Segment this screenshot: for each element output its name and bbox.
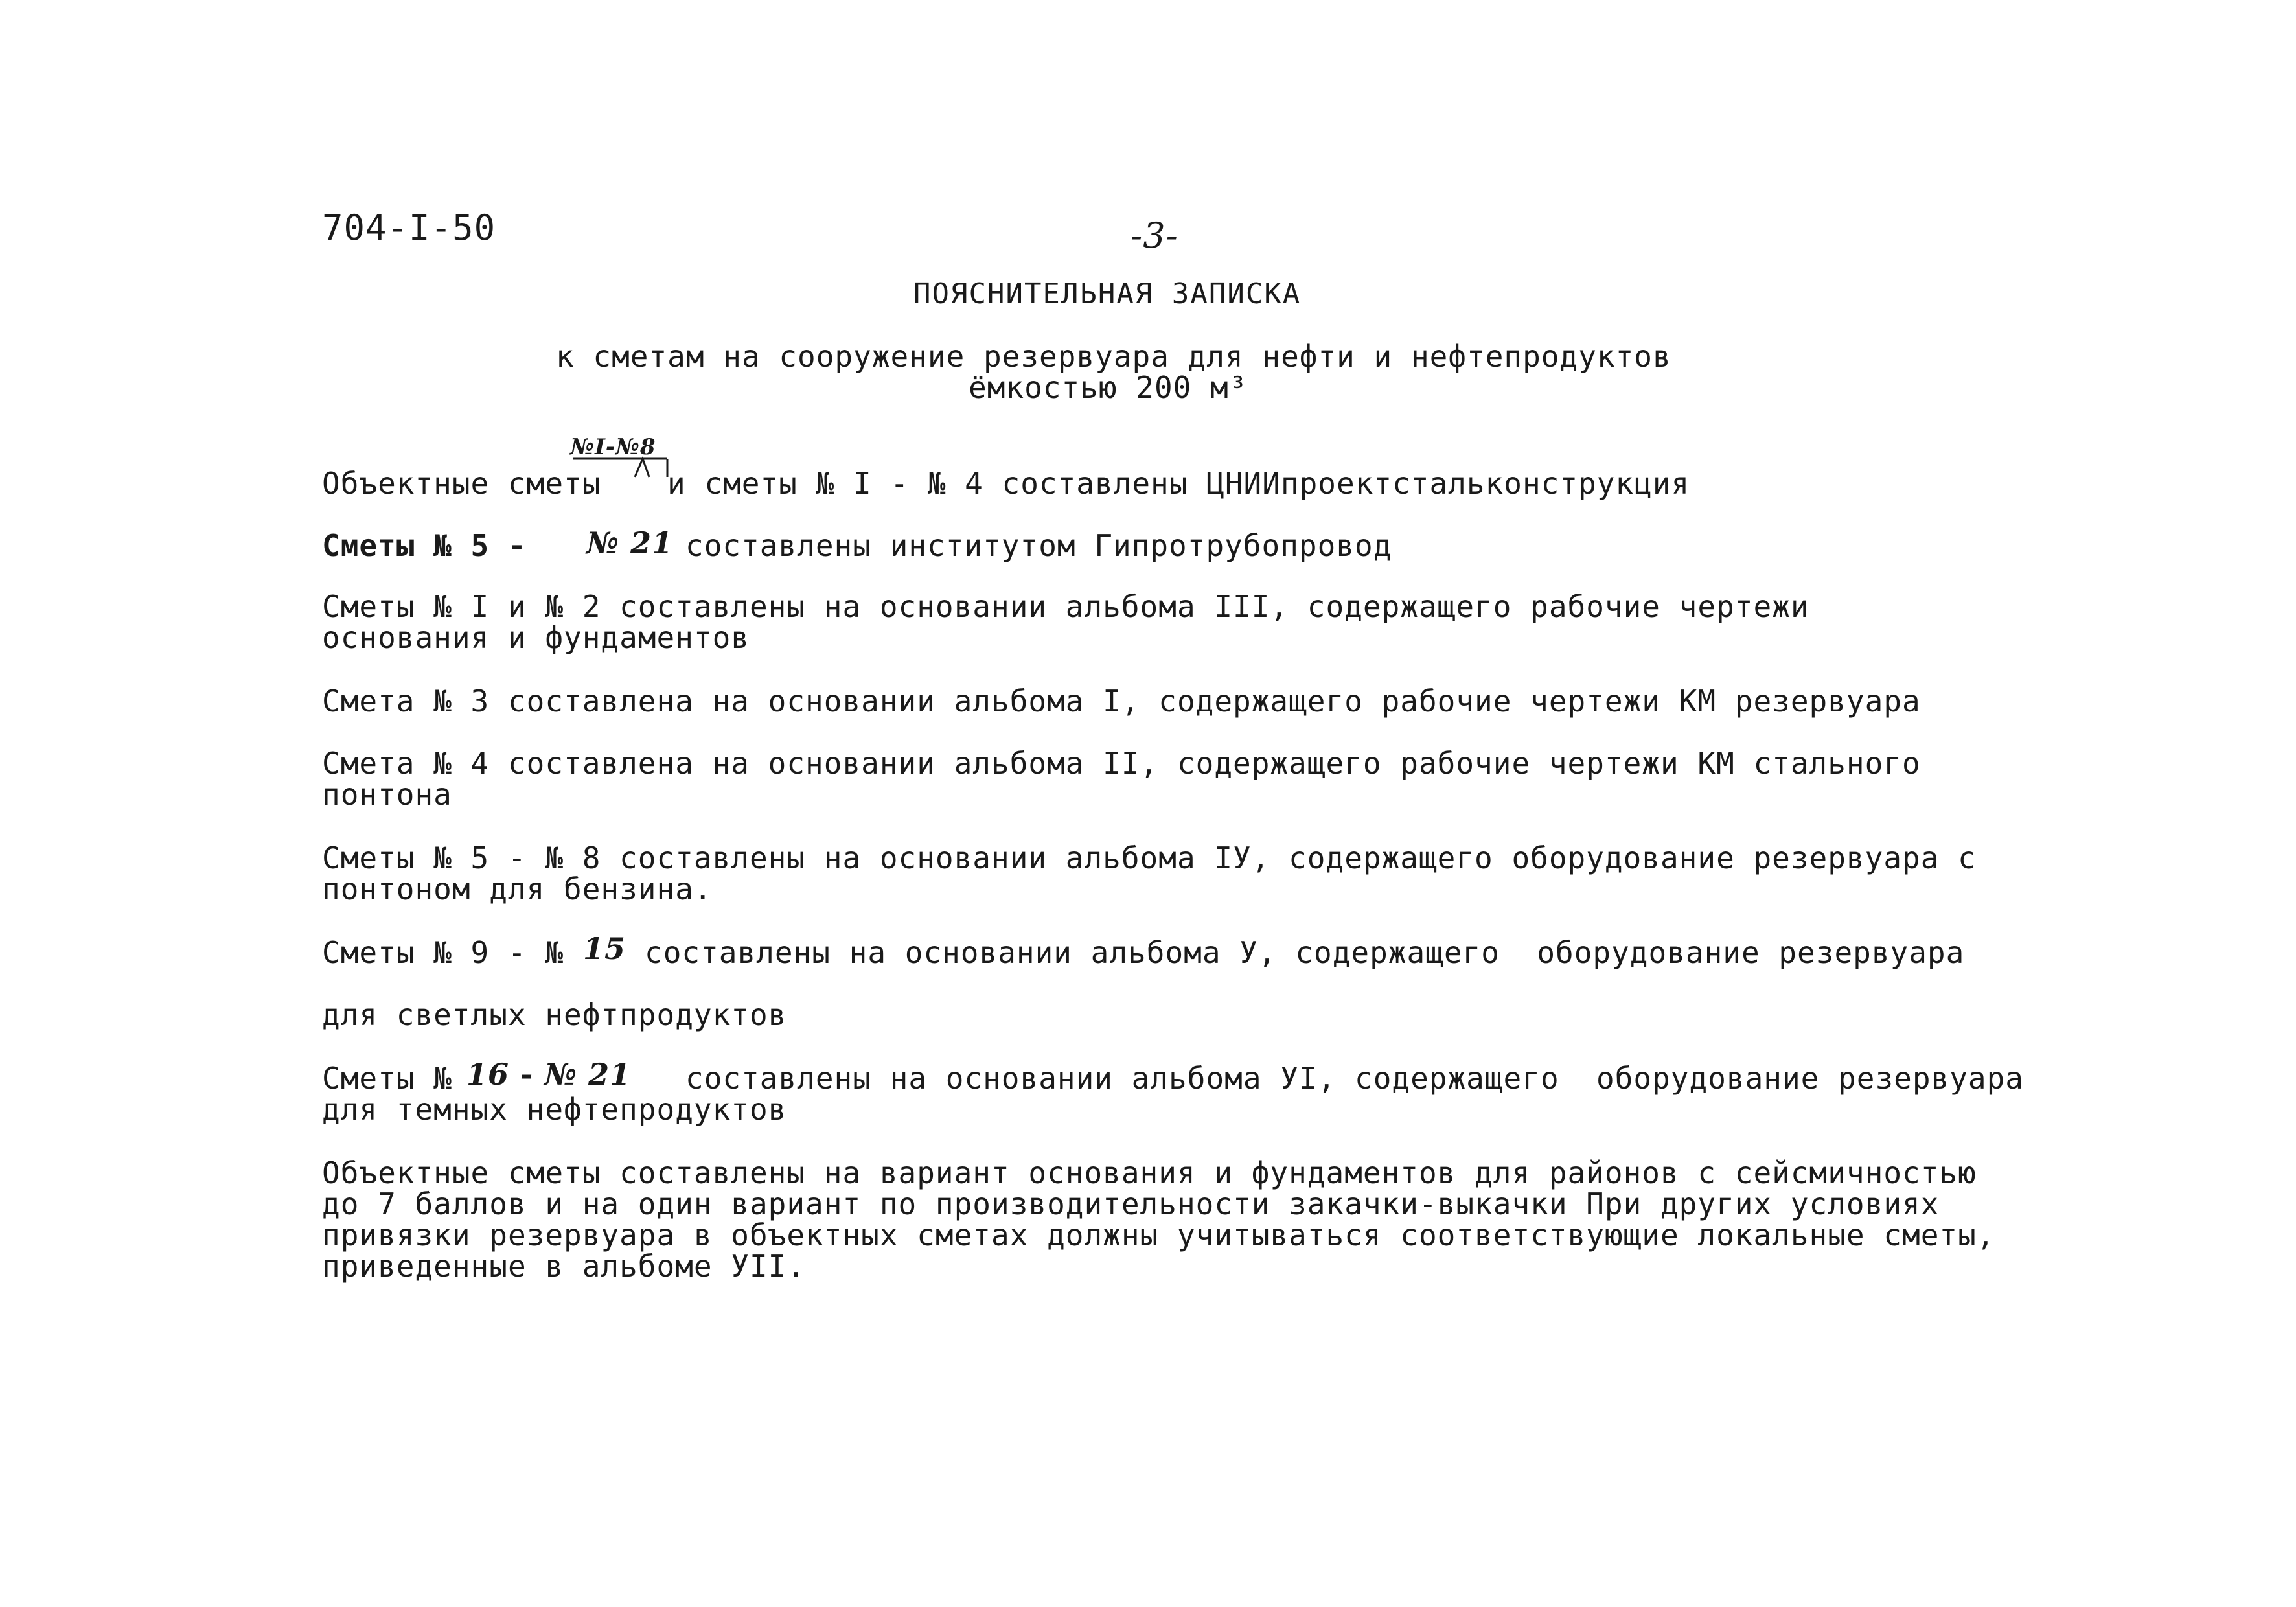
handwritten-number: № 21 (586, 526, 674, 561)
paragraph-1-end: и сметы № I - № 4 составлены ЦНИИпроектстальконструкция (667, 466, 1690, 501)
paragraph-8-start: Сметы № (322, 1061, 452, 1096)
paragraph-2-end: составлены институтом Гипротрубопровод (685, 528, 1392, 563)
paragraph-2-start: Сметы № 5 - (322, 528, 527, 563)
paragraph-1-start: Объектные сметы (322, 466, 601, 501)
paragraph-5-line-2: понтона (322, 777, 452, 812)
paragraph-6-line-2: понтоном для бензина. (322, 872, 713, 907)
handwritten-number: 16 - № 21 (466, 1057, 632, 1092)
page-number: -3- (1131, 215, 1178, 256)
document-title: ПОЯСНИТЕЛЬНАЯ ЗАПИСКА (913, 277, 1302, 310)
paragraph-9-line-3: привязки резервуара в объектных сметах должны учитываться соответствующие локальные сметы, (322, 1218, 1995, 1253)
paragraph-9-line-1: Объектные сметы составлены на вариант основания и фундаментов для районов с сейсмичностью (322, 1155, 1977, 1190)
paragraph-4-line-1: Смета № 3 составлена на основании альбома I, содержащего рабочие чертежи КМ резервуара (322, 684, 1921, 719)
paragraph-9-line-4: приведенные в альбоме УII. (322, 1249, 806, 1284)
document-subtitle-line2: ёмкостью 200 м³ (969, 370, 1248, 405)
paragraph-7-start: Сметы № 9 - № (322, 935, 564, 970)
paragraph-8-line-2: для темных нефтепродуктов (322, 1092, 787, 1127)
paragraph-7-end: составлены на основании альбома У, содержащего оборудование резервуара (645, 935, 1965, 970)
handwritten-insertion: №I-№8 (570, 434, 656, 460)
paragraph-8-end: составлены на основании альбома УI, содержащего оборудование резервуара (685, 1061, 2024, 1096)
paragraph-3-line-2: основания и фундаментов (322, 620, 750, 655)
document-subtitle-line1: к сметам на сооружение резервуара для нефти и нефтепродуктов (556, 339, 1671, 374)
document-code: 704-I-50 (322, 207, 496, 248)
paragraph-5-line-1: Смета № 4 составлена на основании альбома II, содержащего рабочие чертежи КМ стального (322, 746, 1921, 781)
paragraph-3-line-1: Сметы № I и № 2 составлены на основании альбома III, содержащего рабочие чертежи (322, 589, 1809, 624)
paragraph-6-line-1: Сметы № 5 - № 8 составлены на основании альбома IУ, содержащего оборудование резервуара с (322, 840, 1977, 875)
handwritten-number: 15 (583, 931, 626, 966)
paragraph-9-line-2: до 7 баллов и на один вариант по производительности закачки-выкачки При других условиях (322, 1186, 1940, 1221)
paragraph-7-line-2: для светлых нефтпродуктов (322, 997, 787, 1032)
